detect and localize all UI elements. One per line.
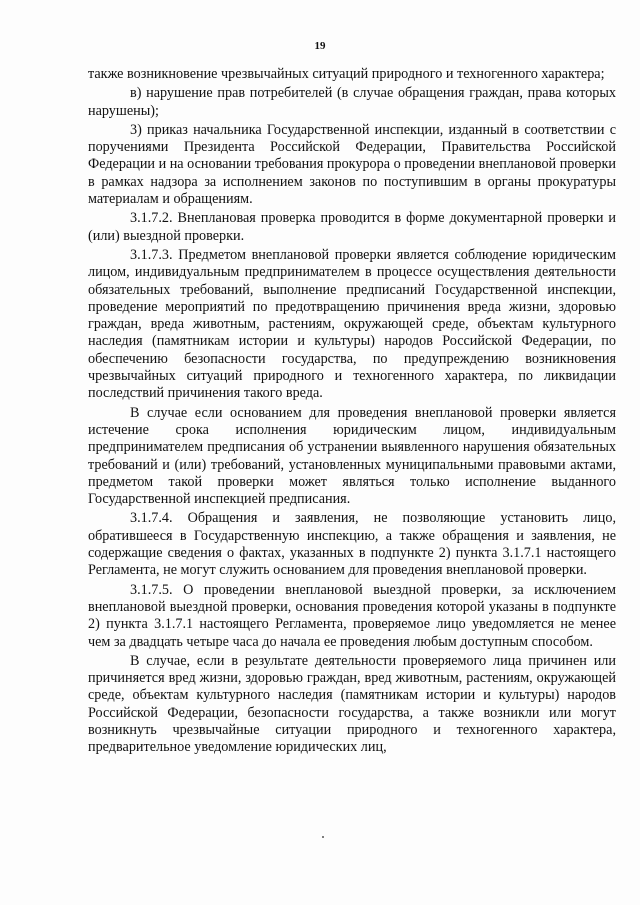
document-body xyxy=(88,66,616,759)
scan-speck xyxy=(322,836,324,838)
paragraph-3-1-7-5: 3.1.7.5. О проведении внеплановой выездной проверки, за исключением внеплановой выездной проверки, основания проведения которой указаны в подпункте 2) пункта 3.1.7.1 настоящего Регламента, проверяемое лицо уведомляется не менее чем за двадцать четыре часа до начала ее проведения любым доступным способом. xyxy=(88,581,616,650)
paragraph-harm-case: В случае, если в результате деятельности проверяемого лица причинен или причиняется вред жизни, здоровью граждан, вред животным, растениям, окружающей среде, объектам культурного наследия (памятникам истории и культуры) народов Российской Федерации, безопасности государства, а также возникли или могут возникнуть чрезвычайные ситуации природного и техногенного характера, предварительное уведомление юридических лиц, xyxy=(88,652,616,756)
paragraph-3-1-7-3: 3.1.7.3. Предметом внеплановой проверки является соблюдение юридическим лицом, индивидуальным предпринимателем в процессе осуществления деятельности обязательных требований, выполнение предписаний Государственной инспекции, проведение мероприятий по предотвращению причинения вреда жизни, здоровью граждан, вреда животным, растениям, окружающей среде, объектам культурного наследия (памятникам истории и культуры) народов Российской Федерации, по обеспечению безопасности государства, по предупреждению возникновения чрезвычайных ситуаций природного и техногенного характера, по ликвидации последствий причинения такого вреда. xyxy=(88,246,616,402)
paragraph-3-1-7-4: 3.1.7.4. Обращения и заявления, не позволяющие установить лицо, обратившееся в Государственную инспекцию, а также обращения и заявления, не содержащие сведения о фактах, указанных в подпункте 2) пункта 3.1.7.1 настоящего Регламента, не могут служить основанием для проведения внеплановой проверки. xyxy=(88,510,616,579)
paragraph-order-item-3: 3) приказ начальника Государственной инспекции, изданный в соответствии с поручениями Президента Российской Федерации, Правительства Российской Федерации и на основании требования прокурора о проведении внеплановой проверки в рамках надзора за исполнением законов по поступившим в органы прокуратуры материалам и обращениям. xyxy=(88,121,616,208)
paragraph-continuation: также возникновение чрезвычайных ситуаций природного и техногенного характера; xyxy=(88,66,605,82)
paragraph-consumer-rights: в) нарушение прав потребителей (в случае обращения граждан, права которых нарушены); xyxy=(88,85,616,119)
page-number: 19 xyxy=(314,40,326,52)
paragraph-3-1-7-2: 3.1.7.2. Внеплановая проверка проводится в форме документарной проверки и (или) выездной проверки. xyxy=(88,210,616,244)
paragraph-prescription-case: В случае если основанием для проведения внеплановой проверки является истечение срока исполнения юридическим лицом, индивидуальным предпринимателем предписания об устранении выявленного нарушения обязательных требований и (или) требований, установленных муниципальными правовыми актами, предметом такой проверки может являться только исполнение выданного Государственной инспекцией предписания. xyxy=(88,404,616,508)
